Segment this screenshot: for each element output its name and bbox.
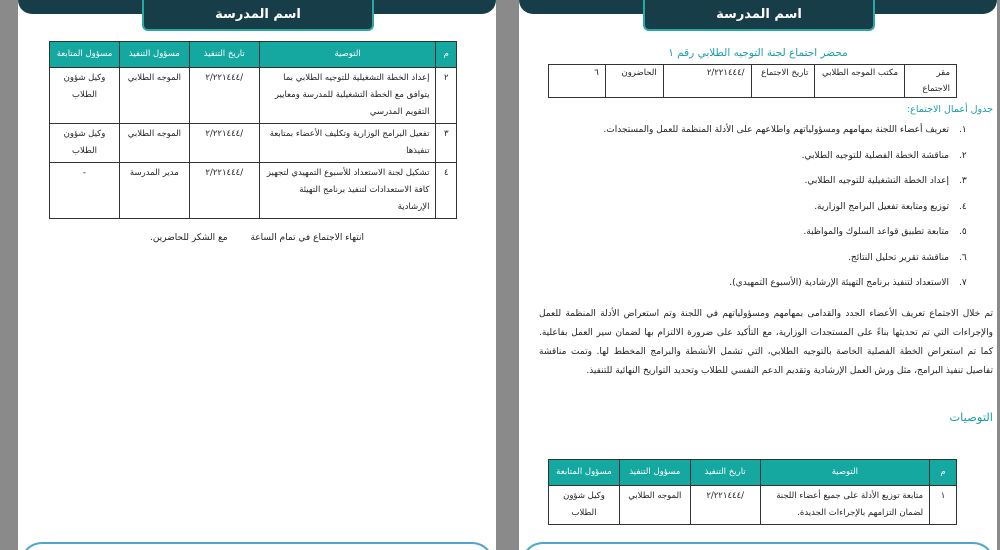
cell-responsible: الموجه الطلابي <box>619 486 690 525</box>
location-label: مقر الاجتماع <box>905 65 957 98</box>
item-number: ٧. <box>959 278 967 288</box>
meeting-summary: تم خلال الاجتماع تعريف الأعضاء الجدد والقدامى بمهامهم ومسؤولياتهم في اللجنة وتم استعراض الأدلة المنظمة للعمل والإجراءات التي تم تحديثها بناءً على المستجدات الوزارية، مع التأكيد على ضرورة الالتزام بها لضمان سير العمل بفاعلية. كما تم استعراض الخطة الفصلية الخاصة بالتوجيه الطلابي، التي تشمل الأنشطة والبرامج المخطط لها. وتمت مناقشة تفاصيل تنفيذ البرامج، مثل ورش العمل الإرشادية وتقديم الدعم النفسي للطلاب وتحديد التواريخ النهائية للتنفيذ. <box>539 309 993 376</box>
table-row <box>50 68 457 124</box>
date-label: تاريخ الاجتماع <box>751 65 815 98</box>
item-text: متابعة تطبيق قواعد السلوك والمواظبة. <box>803 227 949 237</box>
item-text: توزيع ومتابعة تفعيل البرامج الوزارية. <box>814 201 949 212</box>
item-number: ١. <box>959 125 967 135</box>
item-text: تعريف أعضاء اللجنة بمهامهم ومسؤولياتهم واطلاعهم على الأدلة المنظمة للعمل والمستجدات. <box>603 125 949 135</box>
table-header-row <box>50 42 457 68</box>
cell-recommendation: تشكيل لجنة الاستعداد للأسبوع التمهيدي لتجهيز كافة الاستعدادات لتنفيذ برنامج التهيئة الإرشادية <box>259 163 436 219</box>
list-item <box>531 253 977 279</box>
recommendations-table <box>49 41 457 219</box>
item-text: الاستعداد لتنفيذ برنامج التهيئة الإرشادية (الأسبوع التمهيدي). <box>729 278 949 288</box>
closing-line <box>18 233 496 243</box>
meeting-info-table <box>548 64 957 98</box>
cell-follow-up: - <box>50 163 120 219</box>
school-name-header: اسم المدرسة <box>142 0 374 31</box>
cell-responsible: الموجه الطلابي <box>119 68 189 124</box>
cell-recommendation: تفعيل البرامج الوزارية وتكليف الأعضاء بمتابعة تنفيذها <box>259 124 436 163</box>
header-responsible: مسؤول التنفيذ <box>119 42 189 68</box>
header-num: م <box>930 460 957 486</box>
item-number: ٢. <box>959 150 967 161</box>
document-page-1 <box>519 0 997 550</box>
meeting-info-row <box>549 65 957 98</box>
location-value: مكتب الموجه الطلابي <box>815 65 905 98</box>
minutes-title: محضر اجتماع لجنة التوجيه الطلابي رقم ١ <box>668 47 848 59</box>
table-row <box>50 163 457 219</box>
cell-recommendation: متابعة توزيع الأدلة على جميع أعضاء اللجنة لضمان التزامهم بالإجراءات الجديدة. <box>760 486 929 525</box>
cell-num: ٤ <box>436 163 457 219</box>
agenda-heading: جدول أعمال الاجتماع: <box>906 104 993 115</box>
cell-date: /٢/٢٢١٤٤٤ <box>189 68 259 124</box>
footer-arc <box>521 542 995 550</box>
attendees-value: ٦ <box>549 65 606 98</box>
item-number: ٥. <box>959 227 967 237</box>
table-row <box>549 486 957 525</box>
cell-responsible: مدير المدرسة <box>119 163 189 219</box>
list-item <box>531 151 977 177</box>
list-item <box>531 125 977 151</box>
cell-date: /٢/٢٢١٤٤٤ <box>690 486 760 525</box>
attendees-label: الحاضرون <box>605 65 663 98</box>
recommendations-heading: التوصيات <box>949 410 993 424</box>
cell-num: ١ <box>930 486 957 525</box>
closing-text: انتهاء الاجتماع في تمام الساعة <box>250 233 365 243</box>
footer-arc <box>20 542 494 550</box>
list-item <box>531 278 977 304</box>
cell-date: /٢/٢٢١٤٤٤ <box>189 124 259 163</box>
recommendations-table <box>548 459 957 525</box>
item-number: ٦. <box>959 252 967 263</box>
item-number: ٣. <box>959 176 967 186</box>
cell-date: /٢/٢٢١٤٤٤ <box>189 163 259 219</box>
list-item <box>531 176 977 202</box>
cell-num: ٣ <box>436 124 457 163</box>
cell-num: ٢ <box>436 68 457 124</box>
list-item <box>531 227 977 253</box>
cell-follow-up: وكيل شؤون الطلاب <box>549 486 620 525</box>
cell-follow-up: وكيل شؤون الطلاب <box>50 68 120 124</box>
school-name-header: اسم المدرسة <box>643 0 875 31</box>
table-header-row <box>549 460 957 486</box>
cell-follow-up: وكيل شؤون الطلاب <box>50 124 120 163</box>
list-item <box>531 202 977 228</box>
header-recommendation: التوصية <box>259 42 436 68</box>
item-text: مناقشة الخطة الفصلية للتوجيه الطلابي. <box>801 150 949 161</box>
cell-recommendation: إعداد الخطة التشغيلية للتوجيه الطلابي بما يتوافق مع الخطة التشغيلية للمدرسة ومعايير التقويم المدرسي <box>259 68 436 124</box>
document-page-2 <box>18 0 496 550</box>
table-row <box>50 124 457 163</box>
date-value: /٢/٢٢١٤٤٤ <box>663 65 751 98</box>
header-follow-up: مسؤول المتابعة <box>50 42 120 68</box>
agenda-list <box>531 125 977 304</box>
header-date: تاريخ التنفيذ <box>690 460 760 486</box>
header-recommendation: التوصية <box>760 460 929 486</box>
header-follow-up: مسؤول المتابعة <box>549 460 620 486</box>
thanks-text: مع الشكر للحاضرين. <box>149 233 228 243</box>
item-text: إعداد الخطة التشغيلية للتوجيه الطلابي. <box>804 176 949 186</box>
item-number: ٤. <box>959 201 967 212</box>
item-text: مناقشة تقرير تحليل النتائج. <box>848 252 949 263</box>
header-num: م <box>436 42 457 68</box>
cell-responsible: الموجه الطلابي <box>119 124 189 163</box>
header-date: تاريخ التنفيذ <box>189 42 259 68</box>
header-responsible: مسؤول التنفيذ <box>619 460 690 486</box>
